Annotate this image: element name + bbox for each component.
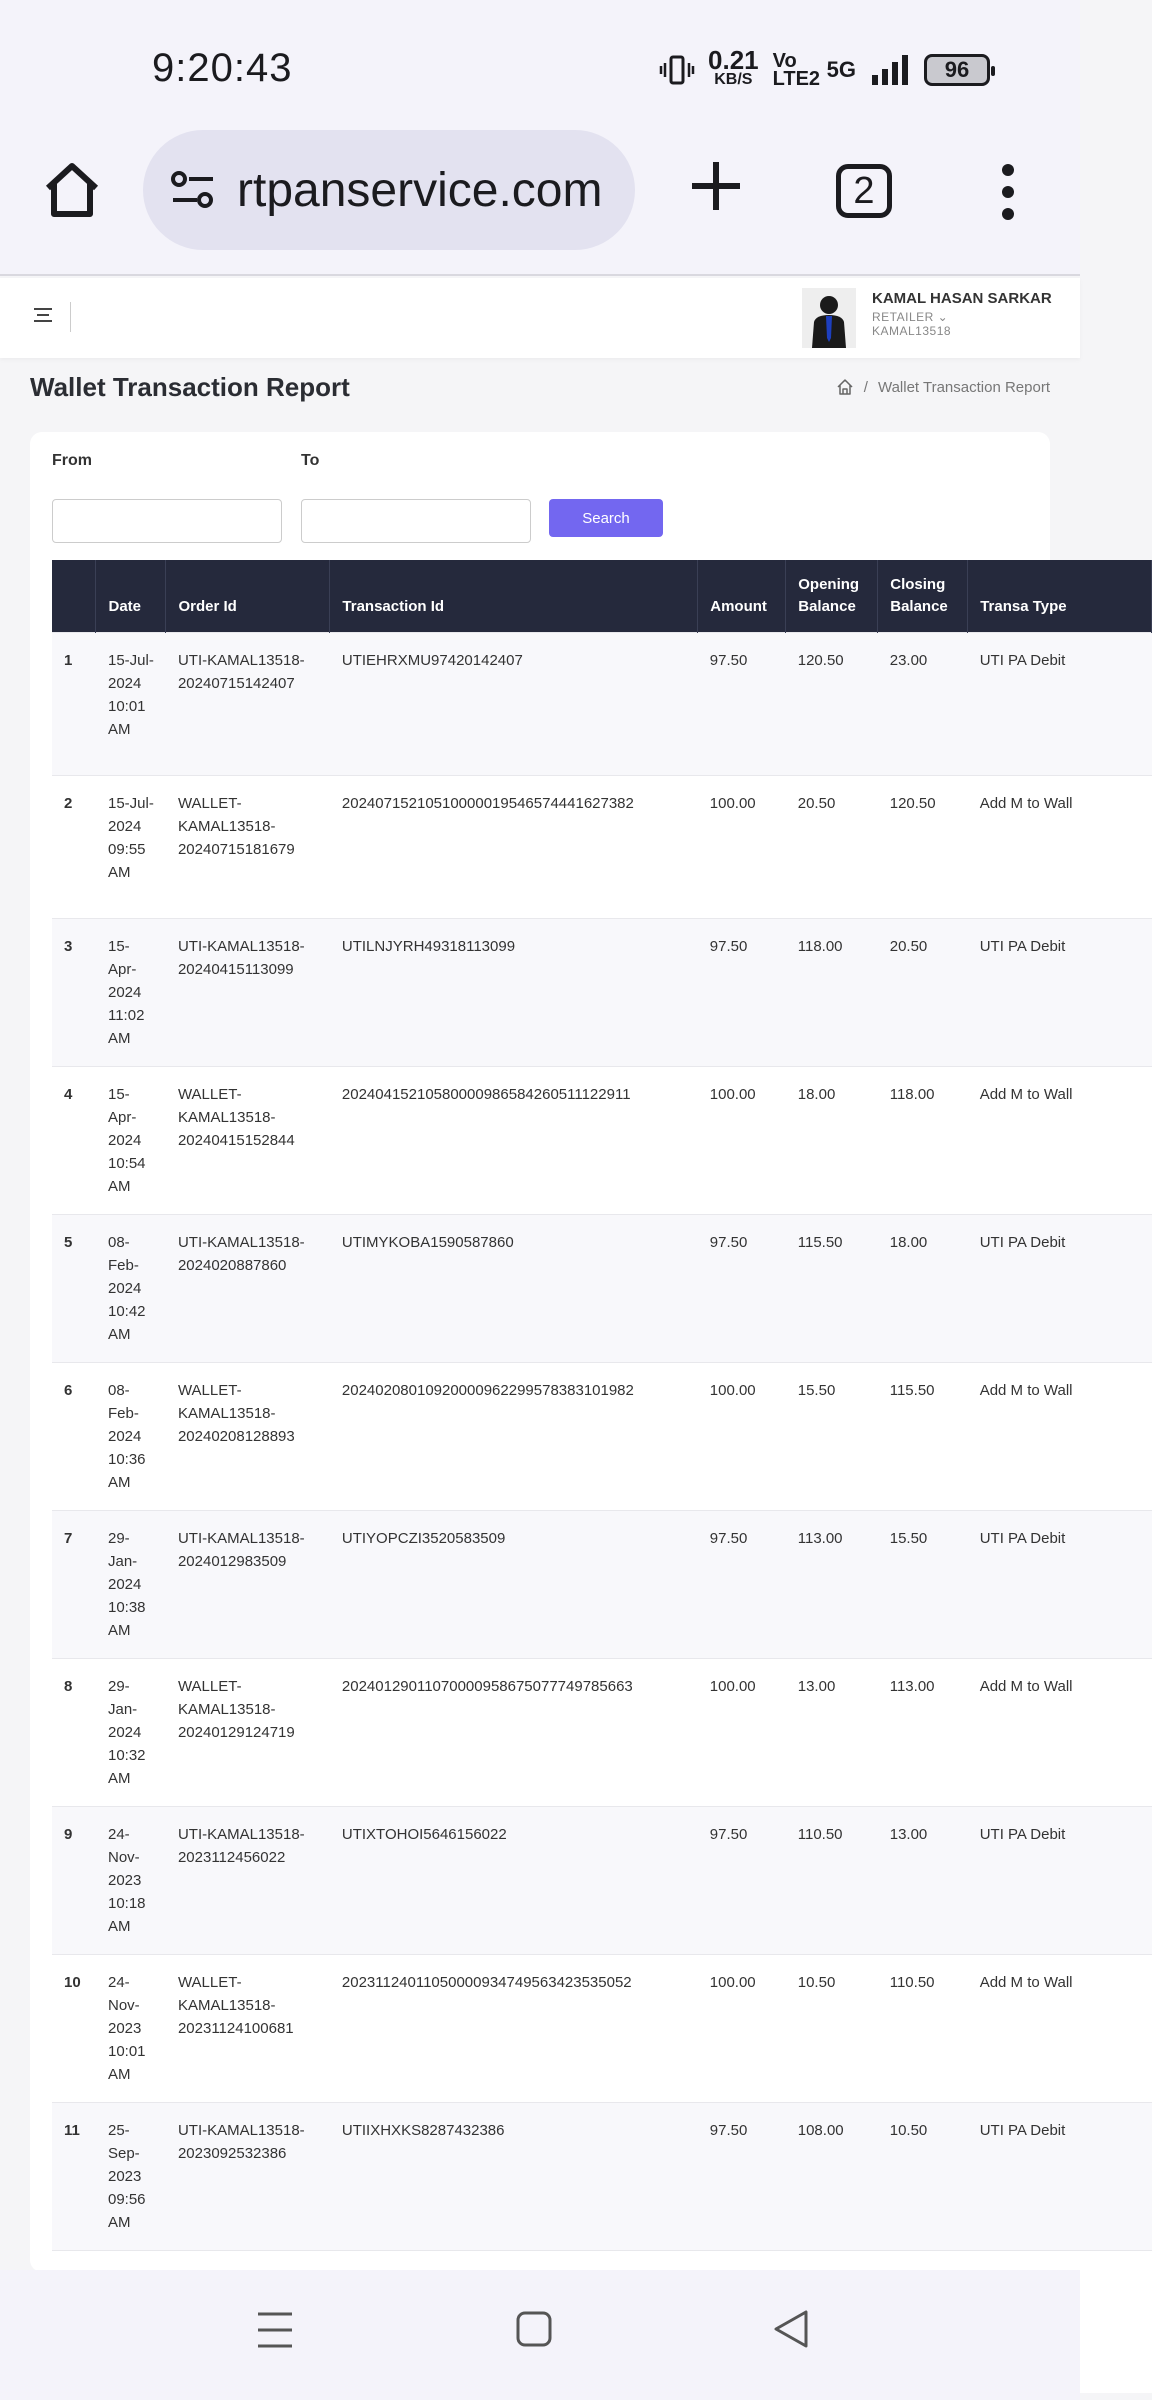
table-row	[52, 918, 1152, 1066]
cell-amount: 100.00	[698, 775, 786, 918]
menu-toggle-icon[interactable]	[32, 306, 54, 324]
cell-opening-balance: 108.00	[786, 2102, 878, 2250]
cell-closing-balance: 13.00	[878, 1806, 968, 1954]
cell-index: 8	[52, 1658, 96, 1806]
cell-date: 25-Sep-2023 09:56 AM	[96, 2102, 166, 2250]
breadcrumb-separator: /	[863, 378, 868, 396]
cell-amount: 100.00	[698, 1954, 786, 2102]
vibrate-icon	[660, 53, 694, 87]
cell-closing-balance: 10.50	[878, 2102, 968, 2250]
cell-date: 08-Feb-2024 10:42 AM	[96, 1214, 166, 1362]
table-header-row	[52, 560, 1152, 632]
cell-order-id: UTI-KAMAL13518-2023112456022	[166, 1806, 330, 1954]
header-transaction-type: Transa Type	[968, 560, 1152, 632]
home-icon[interactable]	[40, 158, 104, 222]
breadcrumb	[836, 378, 1050, 396]
cell-date: 29-Jan-2024 10:32 AM	[96, 1658, 166, 1806]
cell-opening-balance: 113.00	[786, 1510, 878, 1658]
table-row	[52, 1658, 1152, 1806]
cell-date: 15-Apr-2024 10:54 AM	[96, 1066, 166, 1214]
cell-index: 7	[52, 1510, 96, 1658]
cell-transaction-id: 20240715210510000019546574441627382	[330, 775, 698, 918]
table-row	[52, 1066, 1152, 1214]
header-index	[52, 560, 96, 632]
header-closing-balance: Closing Balance	[878, 560, 968, 632]
cell-transaction-type: Add M to Wall	[968, 1362, 1152, 1510]
from-label: From	[52, 452, 92, 469]
table-row	[52, 1510, 1152, 1658]
cell-index: 11	[52, 2102, 96, 2250]
table-row	[52, 1806, 1152, 1954]
cell-index: 2	[52, 775, 96, 918]
cell-transaction-type: UTI PA Debit	[968, 1510, 1152, 1658]
status-icons	[660, 45, 990, 90]
page-title: Wallet Transaction Report	[30, 372, 350, 402]
volte-icon: Vo LTE2	[772, 50, 821, 90]
cell-opening-balance: 18.00	[786, 1066, 878, 1214]
cell-index: 9	[52, 1806, 96, 1954]
avatar[interactable]	[802, 288, 856, 348]
table-row	[52, 1362, 1152, 1510]
url-text: rtpanservice.com	[237, 163, 603, 217]
cell-transaction-id: 20240129011070000958675077749785663	[330, 1658, 698, 1806]
tab-switcher-button[interactable]: 2	[836, 164, 892, 218]
header-divider	[70, 302, 71, 332]
header-amount: Amount	[698, 560, 786, 632]
cell-date: 15-Jul-2024 09:55 AM	[96, 775, 166, 918]
table-row	[52, 775, 1152, 918]
cell-order-id: WALLET-KAMAL13518-20240715181679	[166, 775, 330, 918]
cell-amount: 97.50	[698, 2102, 786, 2250]
table-row	[52, 632, 1152, 775]
user-avatar-icon	[802, 288, 856, 348]
cell-transaction-type: Add M to Wall	[968, 775, 1152, 918]
cell-transaction-type: UTI PA Debit	[968, 1806, 1152, 1954]
cell-transaction-type: UTI PA Debit	[968, 632, 1152, 775]
header-opening-balance: Opening Balance	[786, 560, 878, 632]
cell-date: 24-Nov-2023 10:18 AM	[96, 1806, 166, 1954]
table-row	[52, 2102, 1152, 2250]
cell-index: 10	[52, 1954, 96, 2102]
cell-transaction-id: UTIMYKOBA1590587860	[330, 1214, 698, 1362]
cell-order-id: UTI-KAMAL13518-2024020887860	[166, 1214, 330, 1362]
cell-closing-balance: 120.50	[878, 775, 968, 918]
cell-index: 5	[52, 1214, 96, 1362]
search-button[interactable]: Search	[549, 499, 663, 537]
cell-transaction-id: UTIXTOHOI5646156022	[330, 1806, 698, 1954]
cell-opening-balance: 115.50	[786, 1214, 878, 1362]
transaction-table	[52, 560, 1152, 2393]
cell-date: 08-Feb-2024 10:36 AM	[96, 1362, 166, 1510]
cell-amount: 97.50	[698, 918, 786, 1066]
cell-amount: 100.00	[698, 1362, 786, 1510]
user-id: KAMAL13518	[872, 324, 952, 338]
cell-closing-balance: 18.00	[878, 1214, 968, 1362]
cell-order-id: WALLET-KAMAL13518-20240208128893	[166, 1362, 330, 1510]
app-header	[0, 278, 1080, 358]
cell-closing-balance: 15.50	[878, 1510, 968, 1658]
cell-order-id: UTI-KAMAL13518-2023092532386	[166, 2102, 330, 2250]
net-speed: 0.21 KB/S	[708, 45, 759, 88]
from-date-input[interactable]	[52, 499, 282, 543]
cell-opening-balance: 118.00	[786, 918, 878, 1066]
cell-transaction-type: UTI PA Debit	[968, 918, 1152, 1066]
cell-opening-balance: 20.50	[786, 775, 878, 918]
breadcrumb-current: Wallet Transaction Report	[877, 378, 1050, 396]
to-label: To	[301, 452, 320, 469]
breadcrumb-home-icon[interactable]	[836, 378, 854, 396]
to-date-input[interactable]	[301, 499, 531, 543]
cell-order-id: UTI-KAMAL13518-2024012983509	[166, 1510, 330, 1658]
cell-amount: 100.00	[698, 1658, 786, 1806]
cell-transaction-id: UTILNJYRH49318113099	[330, 918, 698, 1066]
home-nav-icon[interactable]	[515, 2310, 553, 2348]
cell-closing-balance: 110.50	[878, 1954, 968, 2102]
cell-transaction-id: 20240415210580000986584260511122911	[330, 1066, 698, 1214]
cell-index: 1	[52, 632, 96, 775]
table-row	[52, 1954, 1152, 2102]
cell-opening-balance: 13.00	[786, 1658, 878, 1806]
cell-amount: 97.50	[698, 632, 786, 775]
user-role: RETAILER ⌄	[872, 310, 949, 324]
network-type: 5G	[826, 57, 856, 82]
cell-amount: 97.50	[698, 1510, 786, 1658]
cell-transaction-type: UTI PA Debit	[968, 2102, 1152, 2250]
cell-index: 6	[52, 1362, 96, 1510]
cell-transaction-id: UTIYOPCZI3520583509	[330, 1510, 698, 1658]
status-bar	[0, 0, 1080, 130]
cell-date: 15-Apr-2024 11:02 AM	[96, 918, 166, 1066]
cell-opening-balance: 120.50	[786, 632, 878, 775]
cell-order-id: WALLET-KAMAL13518-20240415152844	[166, 1066, 330, 1214]
cell-date: 29-Jan-2024 10:38 AM	[96, 1510, 166, 1658]
report-card	[30, 432, 1073, 2272]
cell-date: 15-Jul-2024 10:01 AM	[96, 632, 166, 775]
header-transaction-id: Transaction Id	[330, 560, 698, 632]
cell-transaction-id: UTIEHRXMU97420142407	[330, 632, 698, 775]
cell-date: 24-Nov-2023 10:01 AM	[96, 1954, 166, 2102]
back-icon[interactable]	[770, 2308, 810, 2350]
cell-transaction-id: UTIIXHXKS8287432386	[330, 2102, 698, 2250]
cell-closing-balance: 115.50	[878, 1362, 968, 1510]
cell-transaction-type: Add M to Wall	[968, 1658, 1152, 1806]
cell-order-id: WALLET-KAMAL13518-20240129124719	[166, 1658, 330, 1806]
cell-closing-balance: 113.00	[878, 1658, 968, 1806]
cell-transaction-type: UTI PA Debit	[968, 1214, 1152, 1362]
recent-apps-icon[interactable]	[256, 2310, 294, 2350]
cell-opening-balance: 10.50	[786, 1954, 878, 2102]
cell-closing-balance: 23.00	[878, 632, 968, 775]
cell-amount: 97.50	[698, 1214, 786, 1362]
header-date: Date	[96, 560, 166, 632]
cell-transaction-type: Add M to Wall	[968, 1954, 1152, 2102]
new-tab-icon[interactable]	[688, 158, 744, 214]
site-settings-icon[interactable]	[169, 170, 217, 210]
header-order-id: Order Id	[166, 560, 330, 632]
system-nav-bar	[0, 2270, 1080, 2400]
cell-opening-balance: 110.50	[786, 1806, 878, 1954]
table-row	[52, 1214, 1152, 1362]
address-bar[interactable]	[143, 130, 635, 250]
user-name: KAMAL HASAN SARKAR	[872, 290, 1052, 307]
cell-amount: 97.50	[698, 1806, 786, 1954]
battery-icon: 96	[924, 54, 990, 86]
transaction-table-scroll[interactable]	[52, 560, 1073, 2280]
cell-transaction-id: 20231124011050000934749563423535052	[330, 1954, 698, 2102]
cell-amount: 100.00	[698, 1066, 786, 1214]
cell-index: 4	[52, 1066, 96, 1214]
more-options-icon[interactable]	[996, 164, 1020, 220]
cell-closing-balance: 20.50	[878, 918, 968, 1066]
cell-transaction-type: Add M to Wall	[968, 1066, 1152, 1214]
signal-icon	[870, 53, 910, 87]
cell-transaction-id: 20240208010920000962299578383101982	[330, 1362, 698, 1510]
cell-closing-balance: 118.00	[878, 1066, 968, 1214]
cell-index: 3	[52, 918, 96, 1066]
status-time: 9:20:43	[152, 46, 293, 90]
cell-order-id: UTI-KAMAL13518-20240715142407	[166, 632, 330, 775]
cell-order-id: UTI-KAMAL13518-20240415113099	[166, 918, 330, 1066]
cell-opening-balance: 15.50	[786, 1362, 878, 1510]
user-menu[interactable]	[872, 290, 1052, 338]
browser-toolbar	[0, 130, 1080, 276]
cell-order-id: WALLET-KAMAL13518-20231124100681	[166, 1954, 330, 2102]
